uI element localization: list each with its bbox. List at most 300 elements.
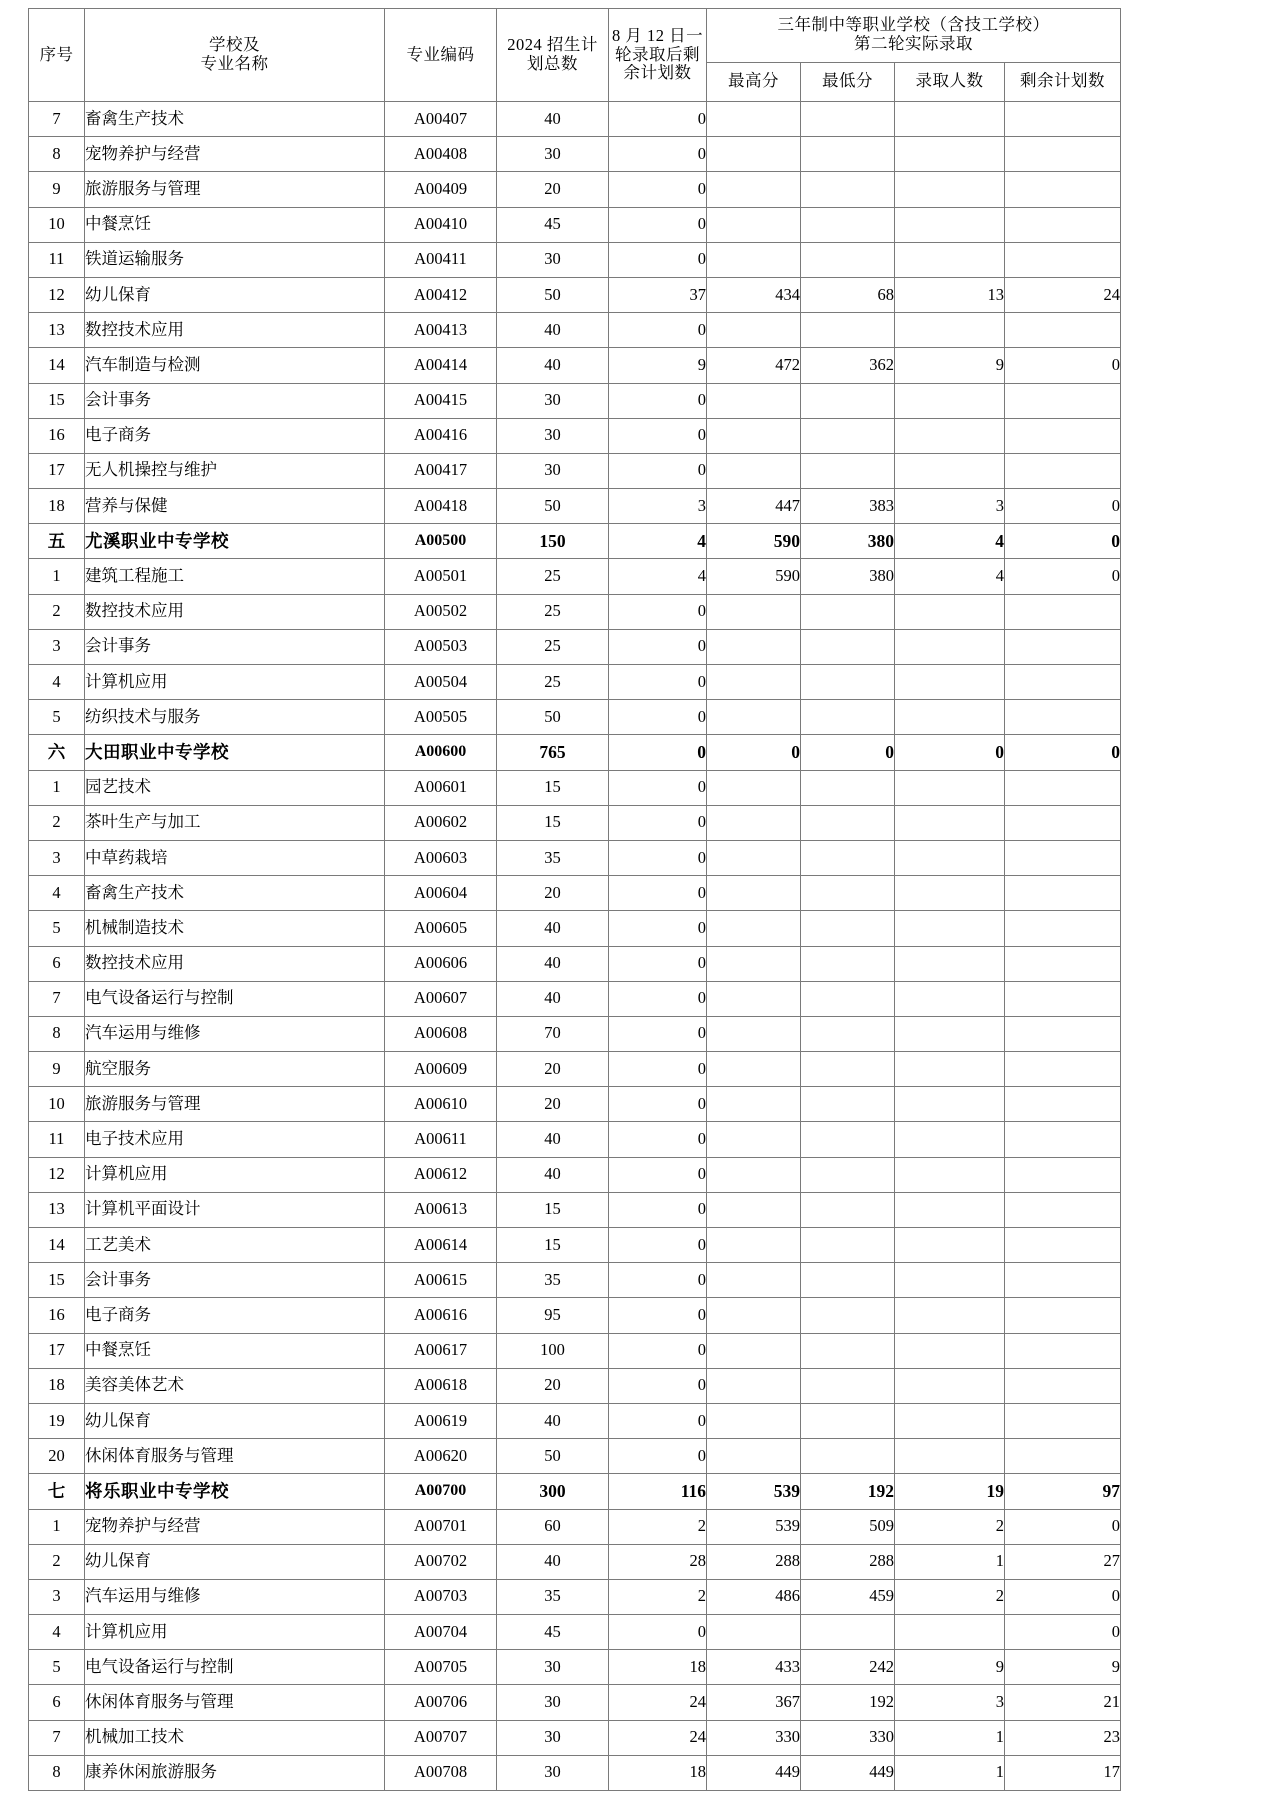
table-row xyxy=(29,946,1121,981)
cell-name: 茶叶生产与加工 xyxy=(85,805,385,840)
cell-admitted-count xyxy=(895,1052,1005,1087)
cell-remaining-plan xyxy=(1005,805,1121,840)
header-plan-total xyxy=(497,9,609,102)
cell-seq: 5 xyxy=(29,911,85,946)
cell-highest-score xyxy=(707,137,801,172)
header-remaining-line3: 余计划数 xyxy=(623,63,692,83)
cell-name: 计算机应用 xyxy=(85,665,385,700)
cell-remaining-plan: 0 xyxy=(1005,1579,1121,1614)
cell-lowest-score xyxy=(801,1228,895,1263)
cell-highest-score xyxy=(707,946,801,981)
table-header xyxy=(29,9,1121,102)
cell-remaining-after-round1: 0 xyxy=(609,1157,707,1192)
table-row xyxy=(29,489,1121,524)
cell-admitted-count xyxy=(895,594,1005,629)
cell-remaining-after-round1: 0 xyxy=(609,770,707,805)
cell-admitted-count xyxy=(895,1263,1005,1298)
cell-name: 将乐职业中专学校 xyxy=(85,1474,385,1509)
cell-plan-total: 50 xyxy=(497,489,609,524)
cell-highest-score xyxy=(707,911,801,946)
cell-remaining-plan: 21 xyxy=(1005,1685,1121,1720)
cell-remaining-plan xyxy=(1005,207,1121,242)
cell-remaining-after-round1: 0 xyxy=(609,1016,707,1051)
cell-remaining-plan xyxy=(1005,1052,1121,1087)
cell-code: A00616 xyxy=(385,1298,497,1333)
cell-highest-score xyxy=(707,700,801,735)
cell-highest-score xyxy=(707,981,801,1016)
cell-lowest-score: 288 xyxy=(801,1544,895,1579)
cell-highest-score xyxy=(707,1403,801,1438)
table-row xyxy=(29,1263,1121,1298)
cell-seq: 11 xyxy=(29,242,85,277)
cell-remaining-plan: 0 xyxy=(1005,1509,1121,1544)
cell-remaining-after-round1: 0 xyxy=(609,1368,707,1403)
cell-admitted-count: 3 xyxy=(895,1685,1005,1720)
cell-remaining-plan xyxy=(1005,1298,1121,1333)
cell-remaining-after-round1: 0 xyxy=(609,137,707,172)
cell-admitted-count: 4 xyxy=(895,524,1005,559)
cell-name: 中餐烹饪 xyxy=(85,1333,385,1368)
table-row xyxy=(29,1016,1121,1051)
cell-plan-total: 20 xyxy=(497,172,609,207)
cell-highest-score: 539 xyxy=(707,1474,801,1509)
cell-plan-total: 35 xyxy=(497,1579,609,1614)
cell-lowest-score xyxy=(801,1122,895,1157)
cell-admitted-count xyxy=(895,1157,1005,1192)
cell-code: A00705 xyxy=(385,1650,497,1685)
cell-plan-total: 70 xyxy=(497,1016,609,1051)
cell-highest-score xyxy=(707,1333,801,1368)
cell-seq: 16 xyxy=(29,1298,85,1333)
table-row xyxy=(29,665,1121,700)
cell-code: A00606 xyxy=(385,946,497,981)
cell-lowest-score xyxy=(801,1333,895,1368)
cell-seq: 9 xyxy=(29,1052,85,1087)
cell-plan-total: 40 xyxy=(497,1403,609,1438)
cell-code: A00618 xyxy=(385,1368,497,1403)
cell-code: A00604 xyxy=(385,876,497,911)
cell-remaining-plan xyxy=(1005,629,1121,664)
cell-name: 纺织技术与服务 xyxy=(85,700,385,735)
table-row xyxy=(29,876,1121,911)
table-row xyxy=(29,348,1121,383)
table-row xyxy=(29,242,1121,277)
cell-code: A00418 xyxy=(385,489,497,524)
cell-name: 美容美体艺术 xyxy=(85,1368,385,1403)
cell-lowest-score xyxy=(801,1016,895,1051)
cell-admitted-count xyxy=(895,242,1005,277)
cell-remaining-plan xyxy=(1005,665,1121,700)
cell-lowest-score xyxy=(801,102,895,137)
cell-lowest-score: 330 xyxy=(801,1720,895,1755)
cell-code: A00613 xyxy=(385,1192,497,1227)
cell-seq: 17 xyxy=(29,453,85,488)
cell-name: 建筑工程施工 xyxy=(85,559,385,594)
cell-code: A00608 xyxy=(385,1016,497,1051)
cell-seq: 12 xyxy=(29,277,85,312)
cell-code: A00505 xyxy=(385,700,497,735)
cell-seq: 10 xyxy=(29,1087,85,1122)
cell-remaining-after-round1: 0 xyxy=(609,805,707,840)
cell-code: A00614 xyxy=(385,1228,497,1263)
cell-name: 铁道运输服务 xyxy=(85,242,385,277)
cell-remaining-plan xyxy=(1005,1368,1121,1403)
table-row xyxy=(29,277,1121,312)
cell-remaining-plan xyxy=(1005,1087,1121,1122)
cell-lowest-score xyxy=(801,1403,895,1438)
cell-highest-score xyxy=(707,1615,801,1650)
cell-highest-score xyxy=(707,1368,801,1403)
cell-name: 幼儿保育 xyxy=(85,1544,385,1579)
cell-remaining-after-round1: 0 xyxy=(609,1439,707,1474)
cell-seq: 2 xyxy=(29,1544,85,1579)
cell-admitted-count xyxy=(895,1298,1005,1333)
header-remaining-after-round1 xyxy=(609,9,707,102)
cell-seq: 六 xyxy=(29,735,85,770)
cell-name: 电气设备运行与控制 xyxy=(85,981,385,1016)
cell-plan-total: 30 xyxy=(497,1685,609,1720)
cell-name: 电子商务 xyxy=(85,418,385,453)
cell-plan-total: 50 xyxy=(497,700,609,735)
cell-highest-score: 449 xyxy=(707,1755,801,1790)
cell-name: 计算机平面设计 xyxy=(85,1192,385,1227)
cell-lowest-score xyxy=(801,594,895,629)
cell-code: A00703 xyxy=(385,1579,497,1614)
cell-seq: 13 xyxy=(29,313,85,348)
cell-lowest-score xyxy=(801,242,895,277)
cell-plan-total: 60 xyxy=(497,1509,609,1544)
cell-seq: 4 xyxy=(29,665,85,700)
cell-seq: 7 xyxy=(29,102,85,137)
header-school-major-line1: 学校及 xyxy=(209,35,260,55)
cell-lowest-score xyxy=(801,313,895,348)
cell-highest-score xyxy=(707,102,801,137)
cell-name: 电子商务 xyxy=(85,1298,385,1333)
cell-seq: 4 xyxy=(29,876,85,911)
table-row xyxy=(29,1650,1121,1685)
cell-plan-total: 30 xyxy=(497,1720,609,1755)
cell-seq: 8 xyxy=(29,137,85,172)
cell-name: 会计事务 xyxy=(85,383,385,418)
table-row xyxy=(29,1228,1121,1263)
cell-highest-score: 433 xyxy=(707,1650,801,1685)
cell-seq: 17 xyxy=(29,1333,85,1368)
cell-name: 旅游服务与管理 xyxy=(85,172,385,207)
cell-admitted-count xyxy=(895,911,1005,946)
cell-seq: 5 xyxy=(29,1650,85,1685)
cell-admitted-count xyxy=(895,137,1005,172)
table-row xyxy=(29,1615,1121,1650)
cell-admitted-count xyxy=(895,946,1005,981)
table-row xyxy=(29,1333,1121,1368)
cell-remaining-after-round1: 24 xyxy=(609,1685,707,1720)
cell-admitted-count: 1 xyxy=(895,1755,1005,1790)
cell-seq: 2 xyxy=(29,805,85,840)
cell-remaining-plan xyxy=(1005,700,1121,735)
table-row-school xyxy=(29,524,1121,559)
cell-seq: 19 xyxy=(29,1403,85,1438)
cell-plan-total: 45 xyxy=(497,207,609,242)
cell-seq: 1 xyxy=(29,559,85,594)
cell-name: 计算机应用 xyxy=(85,1157,385,1192)
cell-admitted-count: 1 xyxy=(895,1720,1005,1755)
cell-remaining-after-round1: 0 xyxy=(609,876,707,911)
cell-admitted-count xyxy=(895,629,1005,664)
cell-remaining-after-round1: 4 xyxy=(609,559,707,594)
table-row xyxy=(29,981,1121,1016)
cell-plan-total: 30 xyxy=(497,137,609,172)
cell-remaining-plan xyxy=(1005,137,1121,172)
cell-seq: 20 xyxy=(29,1439,85,1474)
header-highest-score: 最高分 xyxy=(707,62,801,101)
cell-admitted-count xyxy=(895,665,1005,700)
header-plan-total-line2: 划总数 xyxy=(527,54,578,73)
cell-admitted-count: 19 xyxy=(895,1474,1005,1509)
cell-seq: 13 xyxy=(29,1192,85,1227)
cell-plan-total: 20 xyxy=(497,876,609,911)
cell-name: 休闲体育服务与管理 xyxy=(85,1685,385,1720)
header-round2-group xyxy=(707,9,1121,63)
cell-remaining-plan: 24 xyxy=(1005,277,1121,312)
cell-lowest-score: 459 xyxy=(801,1579,895,1614)
cell-admitted-count xyxy=(895,313,1005,348)
cell-admitted-count: 1 xyxy=(895,1544,1005,1579)
cell-admitted-count xyxy=(895,207,1005,242)
cell-code: A00600 xyxy=(385,735,497,770)
cell-seq: 1 xyxy=(29,1509,85,1544)
cell-code: A00707 xyxy=(385,1720,497,1755)
cell-seq: 5 xyxy=(29,700,85,735)
cell-plan-total: 40 xyxy=(497,1157,609,1192)
cell-highest-score xyxy=(707,242,801,277)
cell-remaining-after-round1: 0 xyxy=(609,1263,707,1298)
cell-remaining-plan xyxy=(1005,418,1121,453)
cell-code: A00408 xyxy=(385,137,497,172)
cell-remaining-after-round1: 0 xyxy=(609,1087,707,1122)
cell-seq: 15 xyxy=(29,1263,85,1298)
header-round2-group-line2: 第二轮实际录取 xyxy=(854,34,973,54)
cell-remaining-plan xyxy=(1005,981,1121,1016)
cell-lowest-score xyxy=(801,1298,895,1333)
cell-lowest-score xyxy=(801,1368,895,1403)
cell-lowest-score: 242 xyxy=(801,1650,895,1685)
cell-plan-total: 50 xyxy=(497,277,609,312)
cell-name: 电子技术应用 xyxy=(85,1122,385,1157)
cell-seq: 10 xyxy=(29,207,85,242)
cell-admitted-count xyxy=(895,770,1005,805)
cell-remaining-plan xyxy=(1005,453,1121,488)
cell-lowest-score xyxy=(801,946,895,981)
cell-name: 机械制造技术 xyxy=(85,911,385,946)
cell-lowest-score xyxy=(801,1157,895,1192)
cell-remaining-after-round1: 9 xyxy=(609,348,707,383)
cell-name: 电气设备运行与控制 xyxy=(85,1650,385,1685)
cell-seq: 五 xyxy=(29,524,85,559)
cell-highest-score: 330 xyxy=(707,1720,801,1755)
cell-admitted-count xyxy=(895,876,1005,911)
enrollment-table xyxy=(28,8,1121,1791)
cell-highest-score: 447 xyxy=(707,489,801,524)
cell-highest-score xyxy=(707,1157,801,1192)
cell-code: A00500 xyxy=(385,524,497,559)
cell-remaining-plan: 97 xyxy=(1005,1474,1121,1509)
cell-remaining-after-round1: 0 xyxy=(609,665,707,700)
cell-code: A00415 xyxy=(385,383,497,418)
cell-name: 工艺美术 xyxy=(85,1228,385,1263)
cell-plan-total: 25 xyxy=(497,665,609,700)
cell-seq: 4 xyxy=(29,1615,85,1650)
cell-remaining-after-round1: 37 xyxy=(609,277,707,312)
cell-remaining-after-round1: 0 xyxy=(609,313,707,348)
cell-name: 宠物养护与经营 xyxy=(85,1509,385,1544)
header-remaining-plan: 剩余计划数 xyxy=(1005,62,1121,101)
cell-code: A00502 xyxy=(385,594,497,629)
cell-lowest-score xyxy=(801,172,895,207)
cell-name: 无人机操控与维护 xyxy=(85,453,385,488)
cell-lowest-score xyxy=(801,665,895,700)
cell-code: A00610 xyxy=(385,1087,497,1122)
cell-name: 大田职业中专学校 xyxy=(85,735,385,770)
cell-highest-score xyxy=(707,383,801,418)
cell-admitted-count xyxy=(895,1192,1005,1227)
cell-code: A00410 xyxy=(385,207,497,242)
cell-highest-score xyxy=(707,1087,801,1122)
table-row xyxy=(29,172,1121,207)
header-plan-total-line1: 2024 招生计 xyxy=(507,35,598,55)
table-row xyxy=(29,1755,1121,1790)
cell-seq: 6 xyxy=(29,1685,85,1720)
table-row xyxy=(29,1579,1121,1614)
cell-code: A00612 xyxy=(385,1157,497,1192)
cell-code: A00611 xyxy=(385,1122,497,1157)
table-row xyxy=(29,594,1121,629)
cell-code: A00409 xyxy=(385,172,497,207)
table-row xyxy=(29,1685,1121,1720)
cell-remaining-after-round1: 18 xyxy=(609,1650,707,1685)
cell-plan-total: 20 xyxy=(497,1368,609,1403)
cell-code: A00615 xyxy=(385,1263,497,1298)
table-row xyxy=(29,383,1121,418)
cell-highest-score xyxy=(707,770,801,805)
table-row xyxy=(29,1087,1121,1122)
cell-code: A00701 xyxy=(385,1509,497,1544)
cell-highest-score xyxy=(707,1192,801,1227)
cell-code: A00605 xyxy=(385,911,497,946)
cell-admitted-count xyxy=(895,172,1005,207)
cell-name: 数控技术应用 xyxy=(85,946,385,981)
cell-remaining-after-round1: 0 xyxy=(609,453,707,488)
cell-code: A00708 xyxy=(385,1755,497,1790)
cell-lowest-score xyxy=(801,840,895,875)
cell-highest-score: 590 xyxy=(707,559,801,594)
cell-admitted-count xyxy=(895,1228,1005,1263)
cell-highest-score: 367 xyxy=(707,1685,801,1720)
cell-highest-score: 472 xyxy=(707,348,801,383)
cell-lowest-score xyxy=(801,383,895,418)
table-row xyxy=(29,313,1121,348)
cell-admitted-count: 9 xyxy=(895,1650,1005,1685)
cell-remaining-after-round1: 28 xyxy=(609,1544,707,1579)
table-row-school xyxy=(29,735,1121,770)
table-row xyxy=(29,207,1121,242)
cell-admitted-count: 4 xyxy=(895,559,1005,594)
cell-highest-score xyxy=(707,840,801,875)
cell-plan-total: 25 xyxy=(497,594,609,629)
cell-name: 汽车运用与维修 xyxy=(85,1016,385,1051)
cell-seq: 14 xyxy=(29,348,85,383)
cell-seq: 14 xyxy=(29,1228,85,1263)
cell-plan-total: 95 xyxy=(497,1298,609,1333)
cell-plan-total: 30 xyxy=(497,1755,609,1790)
cell-admitted-count xyxy=(895,1122,1005,1157)
cell-remaining-after-round1: 0 xyxy=(609,700,707,735)
cell-highest-score xyxy=(707,876,801,911)
table-row xyxy=(29,700,1121,735)
cell-seq: 1 xyxy=(29,770,85,805)
cell-highest-score: 288 xyxy=(707,1544,801,1579)
cell-admitted-count xyxy=(895,1016,1005,1051)
cell-remaining-after-round1: 0 xyxy=(609,418,707,453)
cell-remaining-plan: 27 xyxy=(1005,1544,1121,1579)
cell-highest-score xyxy=(707,313,801,348)
header-admitted-count: 录取人数 xyxy=(895,62,1005,101)
cell-remaining-after-round1: 0 xyxy=(609,911,707,946)
cell-plan-total: 40 xyxy=(497,981,609,1016)
cell-plan-total: 15 xyxy=(497,770,609,805)
cell-highest-score: 0 xyxy=(707,735,801,770)
table-row xyxy=(29,102,1121,137)
cell-name: 计算机应用 xyxy=(85,1615,385,1650)
cell-remaining-plan: 23 xyxy=(1005,1720,1121,1755)
cell-remaining-after-round1: 0 xyxy=(609,1122,707,1157)
cell-highest-score xyxy=(707,629,801,664)
cell-lowest-score xyxy=(801,770,895,805)
cell-plan-total: 40 xyxy=(497,348,609,383)
table-row-school xyxy=(29,1474,1121,1509)
cell-plan-total: 150 xyxy=(497,524,609,559)
cell-admitted-count xyxy=(895,383,1005,418)
cell-admitted-count xyxy=(895,1368,1005,1403)
table-row xyxy=(29,137,1121,172)
cell-remaining-after-round1: 0 xyxy=(609,1228,707,1263)
cell-name: 旅游服务与管理 xyxy=(85,1087,385,1122)
header-round2-group-line1: 三年制中等职业学校（含技工学校） xyxy=(777,15,1050,35)
cell-plan-total: 20 xyxy=(497,1052,609,1087)
cell-remaining-after-round1: 2 xyxy=(609,1509,707,1544)
cell-remaining-plan: 0 xyxy=(1005,524,1121,559)
cell-code: A00414 xyxy=(385,348,497,383)
cell-code: A00620 xyxy=(385,1439,497,1474)
cell-plan-total: 50 xyxy=(497,1439,609,1474)
cell-seq: 6 xyxy=(29,946,85,981)
cell-lowest-score xyxy=(801,207,895,242)
cell-name: 数控技术应用 xyxy=(85,313,385,348)
cell-highest-score: 486 xyxy=(707,1579,801,1614)
cell-plan-total: 30 xyxy=(497,1650,609,1685)
cell-remaining-plan: 0 xyxy=(1005,489,1121,524)
cell-highest-score: 539 xyxy=(707,1509,801,1544)
cell-remaining-after-round1: 0 xyxy=(609,1298,707,1333)
cell-plan-total: 25 xyxy=(497,559,609,594)
cell-code: A00700 xyxy=(385,1474,497,1509)
cell-remaining-plan xyxy=(1005,1157,1121,1192)
cell-name: 畜禽生产技术 xyxy=(85,102,385,137)
cell-remaining-after-round1: 0 xyxy=(609,735,707,770)
cell-highest-score xyxy=(707,418,801,453)
cell-lowest-score: 380 xyxy=(801,524,895,559)
cell-code: A00412 xyxy=(385,277,497,312)
cell-remaining-plan xyxy=(1005,911,1121,946)
